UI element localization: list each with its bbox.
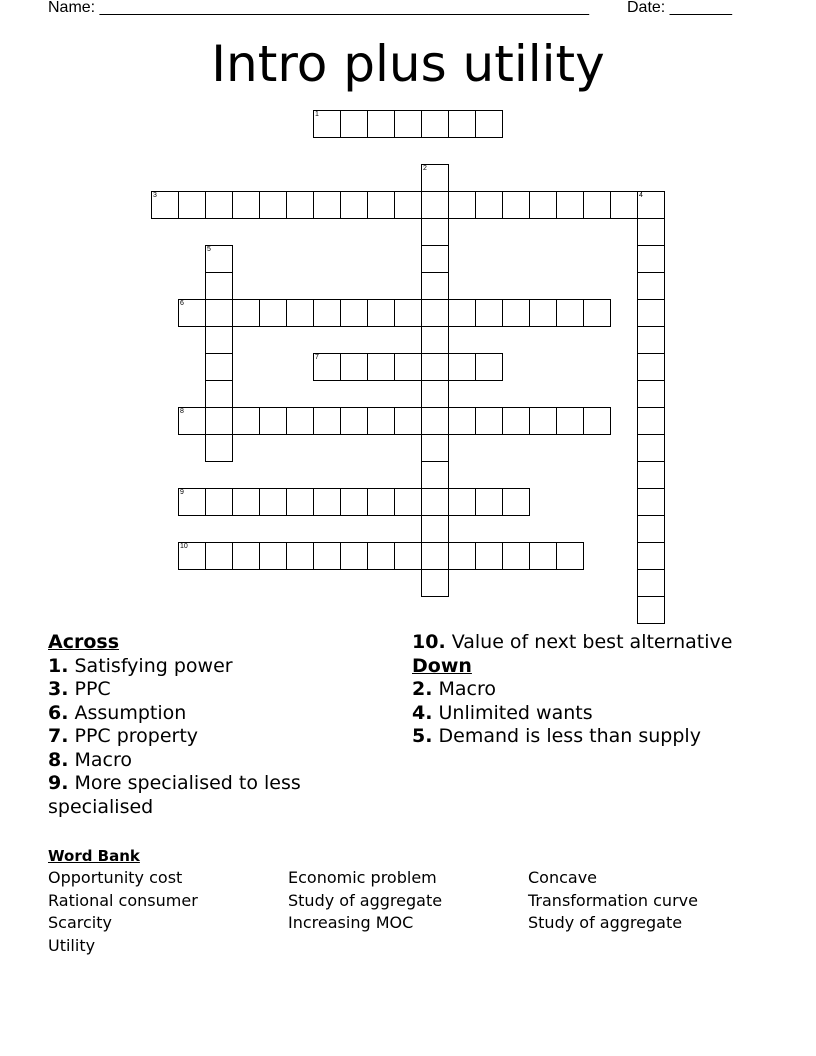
crossword-cell[interactable] bbox=[286, 299, 314, 327]
crossword-cell[interactable] bbox=[637, 461, 665, 489]
clue-text: Satisfying power bbox=[74, 654, 233, 677]
crossword-cell[interactable] bbox=[502, 542, 530, 570]
crossword-cell[interactable] bbox=[448, 542, 476, 570]
crossword-cell[interactable] bbox=[178, 542, 206, 570]
crossword-cell[interactable] bbox=[340, 488, 368, 516]
crossword-cell[interactable] bbox=[421, 461, 449, 489]
word-bank-entry: Scarcity bbox=[48, 913, 112, 933]
crossword-cell[interactable] bbox=[232, 542, 260, 570]
crossword-cell[interactable] bbox=[502, 407, 530, 435]
crossword-cell[interactable] bbox=[475, 299, 503, 327]
crossword-cell[interactable] bbox=[205, 245, 233, 273]
crossword-cell[interactable] bbox=[205, 407, 233, 435]
crossword-cell[interactable] bbox=[421, 326, 449, 354]
crossword-cell[interactable] bbox=[637, 326, 665, 354]
crossword-cell[interactable] bbox=[205, 272, 233, 300]
crossword-cell[interactable] bbox=[178, 407, 206, 435]
crossword-cell[interactable] bbox=[259, 407, 287, 435]
clue-text: PPC property bbox=[74, 725, 199, 747]
crossword-cell[interactable] bbox=[421, 488, 449, 516]
crossword-cell[interactable] bbox=[394, 542, 422, 570]
crossword-cell[interactable] bbox=[610, 191, 638, 219]
crossword-cell[interactable] bbox=[502, 299, 530, 327]
crossword-cell[interactable] bbox=[421, 272, 449, 300]
crossword-cell[interactable] bbox=[556, 542, 584, 570]
crossword-cell[interactable] bbox=[313, 299, 341, 327]
crossword-cell[interactable] bbox=[232, 407, 260, 435]
crossword-cell[interactable] bbox=[340, 542, 368, 570]
crossword-cell[interactable] bbox=[313, 407, 341, 435]
clue-number: 7. bbox=[48, 725, 69, 747]
clue-across-10 bbox=[412, 631, 742, 655]
crossword-cell[interactable] bbox=[367, 353, 395, 381]
word-bank-column bbox=[528, 867, 698, 935]
crossword-cell[interactable] bbox=[340, 191, 368, 219]
crossword-cell[interactable] bbox=[421, 164, 449, 192]
down-clues bbox=[412, 631, 742, 749]
crossword-cell[interactable] bbox=[232, 488, 260, 516]
crossword-cell[interactable] bbox=[259, 488, 287, 516]
crossword-cell[interactable] bbox=[448, 191, 476, 219]
clue-across-1 bbox=[48, 655, 348, 679]
crossword-cell[interactable] bbox=[367, 110, 395, 138]
word-bank-title: Word Bank bbox=[48, 847, 140, 865]
crossword-cell[interactable] bbox=[232, 191, 260, 219]
crossword-cell[interactable] bbox=[583, 191, 611, 219]
crossword-cell[interactable] bbox=[340, 407, 368, 435]
clue-text: Demand is less than supply bbox=[438, 725, 701, 747]
crossword-cell[interactable] bbox=[367, 299, 395, 327]
crossword-cell[interactable] bbox=[421, 299, 449, 327]
crossword-cell[interactable] bbox=[448, 353, 476, 381]
word-bank-entry: Economic problem bbox=[288, 868, 437, 887]
crossword-cell[interactable] bbox=[475, 488, 503, 516]
crossword-cell[interactable] bbox=[556, 299, 584, 327]
word-bank-entry: Study of aggregate bbox=[288, 890, 443, 910]
crossword-cell[interactable] bbox=[421, 407, 449, 435]
crossword-cell[interactable] bbox=[448, 407, 476, 435]
crossword-cell[interactable] bbox=[583, 299, 611, 327]
cell-number: 2 bbox=[423, 165, 427, 172]
clue-across-6 bbox=[48, 702, 348, 726]
crossword-cell[interactable] bbox=[259, 542, 287, 570]
cell-number: 3 bbox=[153, 192, 157, 199]
clue-number: 5. bbox=[412, 725, 433, 747]
crossword-cell[interactable] bbox=[394, 488, 422, 516]
word-bank-entry: Transformation curve bbox=[528, 890, 698, 910]
clue-text: Unlimited wants bbox=[438, 701, 593, 724]
crossword-cell[interactable] bbox=[475, 407, 503, 435]
clue-text: PPC bbox=[74, 678, 111, 700]
word-bank-entry: Opportunity cost bbox=[48, 868, 183, 887]
crossword-cell[interactable] bbox=[637, 380, 665, 408]
crossword-cell[interactable] bbox=[421, 434, 449, 462]
crossword-cell[interactable] bbox=[637, 272, 665, 300]
crossword-cell[interactable] bbox=[367, 488, 395, 516]
crossword-cell[interactable] bbox=[205, 542, 233, 570]
clue-across-9 bbox=[48, 772, 348, 819]
cell-number: 10 bbox=[180, 543, 188, 550]
crossword-cell[interactable] bbox=[637, 434, 665, 462]
name-field: Name: _______________________________________________________ bbox=[48, 0, 589, 16]
crossword-cell[interactable] bbox=[178, 191, 206, 219]
crossword-cell[interactable] bbox=[448, 110, 476, 138]
crossword-cell[interactable] bbox=[475, 542, 503, 570]
crossword-cell[interactable] bbox=[475, 353, 503, 381]
clue-number: 8. bbox=[48, 748, 69, 771]
page-title: Intro plus utility bbox=[211, 35, 605, 93]
crossword-cell[interactable] bbox=[637, 245, 665, 273]
crossword-cell[interactable] bbox=[421, 110, 449, 138]
crossword-cell[interactable] bbox=[259, 299, 287, 327]
cell-number: 4 bbox=[639, 192, 643, 199]
crossword-cell[interactable] bbox=[205, 380, 233, 408]
crossword-cell[interactable] bbox=[340, 299, 368, 327]
crossword-cell[interactable] bbox=[394, 353, 422, 381]
crossword-cell[interactable] bbox=[205, 353, 233, 381]
clue-across-7 bbox=[48, 725, 348, 749]
crossword-cell[interactable] bbox=[529, 299, 557, 327]
across-heading: Across bbox=[48, 631, 120, 653]
crossword-cell[interactable] bbox=[421, 245, 449, 273]
crossword-cell[interactable] bbox=[340, 110, 368, 138]
down-heading: Down bbox=[412, 654, 472, 677]
crossword-cell[interactable] bbox=[421, 191, 449, 219]
clue-across-8 bbox=[48, 749, 348, 773]
crossword-cell[interactable] bbox=[286, 542, 314, 570]
crossword-cell[interactable] bbox=[637, 569, 665, 597]
crossword-cell[interactable] bbox=[637, 515, 665, 543]
clue-number: 1. bbox=[48, 654, 69, 677]
crossword-cell[interactable] bbox=[637, 353, 665, 381]
clue-down-4 bbox=[412, 702, 742, 726]
crossword-cell[interactable] bbox=[178, 299, 206, 327]
crossword-cell[interactable] bbox=[313, 110, 341, 138]
crossword-cell[interactable] bbox=[259, 191, 287, 219]
crossword-cell[interactable] bbox=[448, 299, 476, 327]
clue-down-2 bbox=[412, 678, 742, 702]
crossword-cell[interactable] bbox=[286, 191, 314, 219]
clue-number: 2. bbox=[412, 678, 433, 700]
crossword-cell[interactable] bbox=[421, 569, 449, 597]
crossword-cell[interactable] bbox=[205, 299, 233, 327]
crossword-cell[interactable] bbox=[637, 299, 665, 327]
crossword-cell[interactable] bbox=[421, 515, 449, 543]
crossword-cell[interactable] bbox=[529, 542, 557, 570]
crossword-cell[interactable] bbox=[313, 542, 341, 570]
crossword-cell[interactable] bbox=[583, 407, 611, 435]
crossword-cell[interactable] bbox=[502, 488, 530, 516]
crossword-cell[interactable] bbox=[394, 110, 422, 138]
crossword-cell[interactable] bbox=[394, 299, 422, 327]
clue-across-3 bbox=[48, 678, 348, 702]
crossword-cell[interactable] bbox=[286, 488, 314, 516]
clue-number: 3. bbox=[48, 678, 69, 700]
crossword-cell[interactable] bbox=[394, 407, 422, 435]
crossword-cell[interactable] bbox=[367, 191, 395, 219]
crossword-cell[interactable] bbox=[475, 110, 503, 138]
crossword-cell[interactable] bbox=[178, 488, 206, 516]
clue-number: 6. bbox=[48, 701, 69, 724]
crossword-cell[interactable] bbox=[421, 353, 449, 381]
crossword-cell[interactable] bbox=[421, 542, 449, 570]
word-bank-column bbox=[48, 867, 198, 958]
word-bank-entry: Study of aggregate bbox=[528, 913, 683, 933]
clue-text: Assumption bbox=[74, 701, 187, 724]
crossword-cell[interactable] bbox=[556, 407, 584, 435]
crossword-cell[interactable] bbox=[637, 191, 665, 219]
cell-number: 8 bbox=[180, 408, 184, 415]
crossword-cell[interactable] bbox=[637, 407, 665, 435]
crossword-cell[interactable] bbox=[529, 407, 557, 435]
crossword-cell[interactable] bbox=[529, 191, 557, 219]
word-bank bbox=[48, 846, 768, 956]
cell-number: 6 bbox=[180, 300, 184, 307]
word-bank-entry: Concave bbox=[528, 868, 598, 887]
clue-number: 10. bbox=[412, 631, 446, 653]
word-bank-entry: Rational consumer bbox=[48, 890, 198, 910]
crossword-cell[interactable] bbox=[205, 191, 233, 219]
crossword-cell[interactable] bbox=[313, 353, 341, 381]
crossword-cell[interactable] bbox=[637, 542, 665, 570]
date-field: Date: _______ bbox=[627, 0, 732, 16]
clue-text: Macro bbox=[74, 748, 133, 771]
crossword-cell[interactable] bbox=[637, 218, 665, 246]
clue-text: Macro bbox=[438, 678, 497, 700]
crossword-cell[interactable] bbox=[232, 299, 260, 327]
crossword-cell[interactable] bbox=[313, 488, 341, 516]
crossword-cell[interactable] bbox=[340, 353, 368, 381]
crossword-cell[interactable] bbox=[367, 407, 395, 435]
crossword-cell[interactable] bbox=[394, 191, 422, 219]
word-bank-entry: Utility bbox=[48, 936, 96, 956]
crossword-cell[interactable] bbox=[151, 191, 179, 219]
crossword-cell[interactable] bbox=[421, 218, 449, 246]
crossword-cell[interactable] bbox=[286, 407, 314, 435]
word-bank-column bbox=[288, 867, 442, 935]
crossword-cell[interactable] bbox=[448, 488, 476, 516]
across-clues bbox=[48, 631, 348, 819]
crossword-cell[interactable] bbox=[421, 380, 449, 408]
crossword-cell[interactable] bbox=[205, 488, 233, 516]
crossword-cell[interactable] bbox=[205, 326, 233, 354]
crossword-cell[interactable] bbox=[367, 542, 395, 570]
cell-number: 7 bbox=[315, 354, 319, 361]
word-bank-entry: Increasing MOC bbox=[288, 913, 414, 933]
crossword-cell[interactable] bbox=[637, 596, 665, 624]
clue-text: Value of next best alternative bbox=[451, 631, 733, 653]
clue-down-5 bbox=[412, 725, 742, 749]
cell-number: 1 bbox=[315, 111, 319, 118]
clue-number: 4. bbox=[412, 701, 433, 724]
cell-number: 5 bbox=[207, 246, 211, 253]
clue-number: 9. bbox=[48, 772, 69, 794]
crossword-cell[interactable] bbox=[556, 191, 584, 219]
crossword-cell[interactable] bbox=[205, 434, 233, 462]
crossword-cell[interactable] bbox=[502, 191, 530, 219]
crossword-cell[interactable] bbox=[313, 191, 341, 219]
clue-text: More specialised to less specialised bbox=[48, 772, 301, 818]
crossword-cell[interactable] bbox=[637, 488, 665, 516]
crossword-cell[interactable] bbox=[475, 191, 503, 219]
cell-number: 9 bbox=[180, 489, 184, 496]
